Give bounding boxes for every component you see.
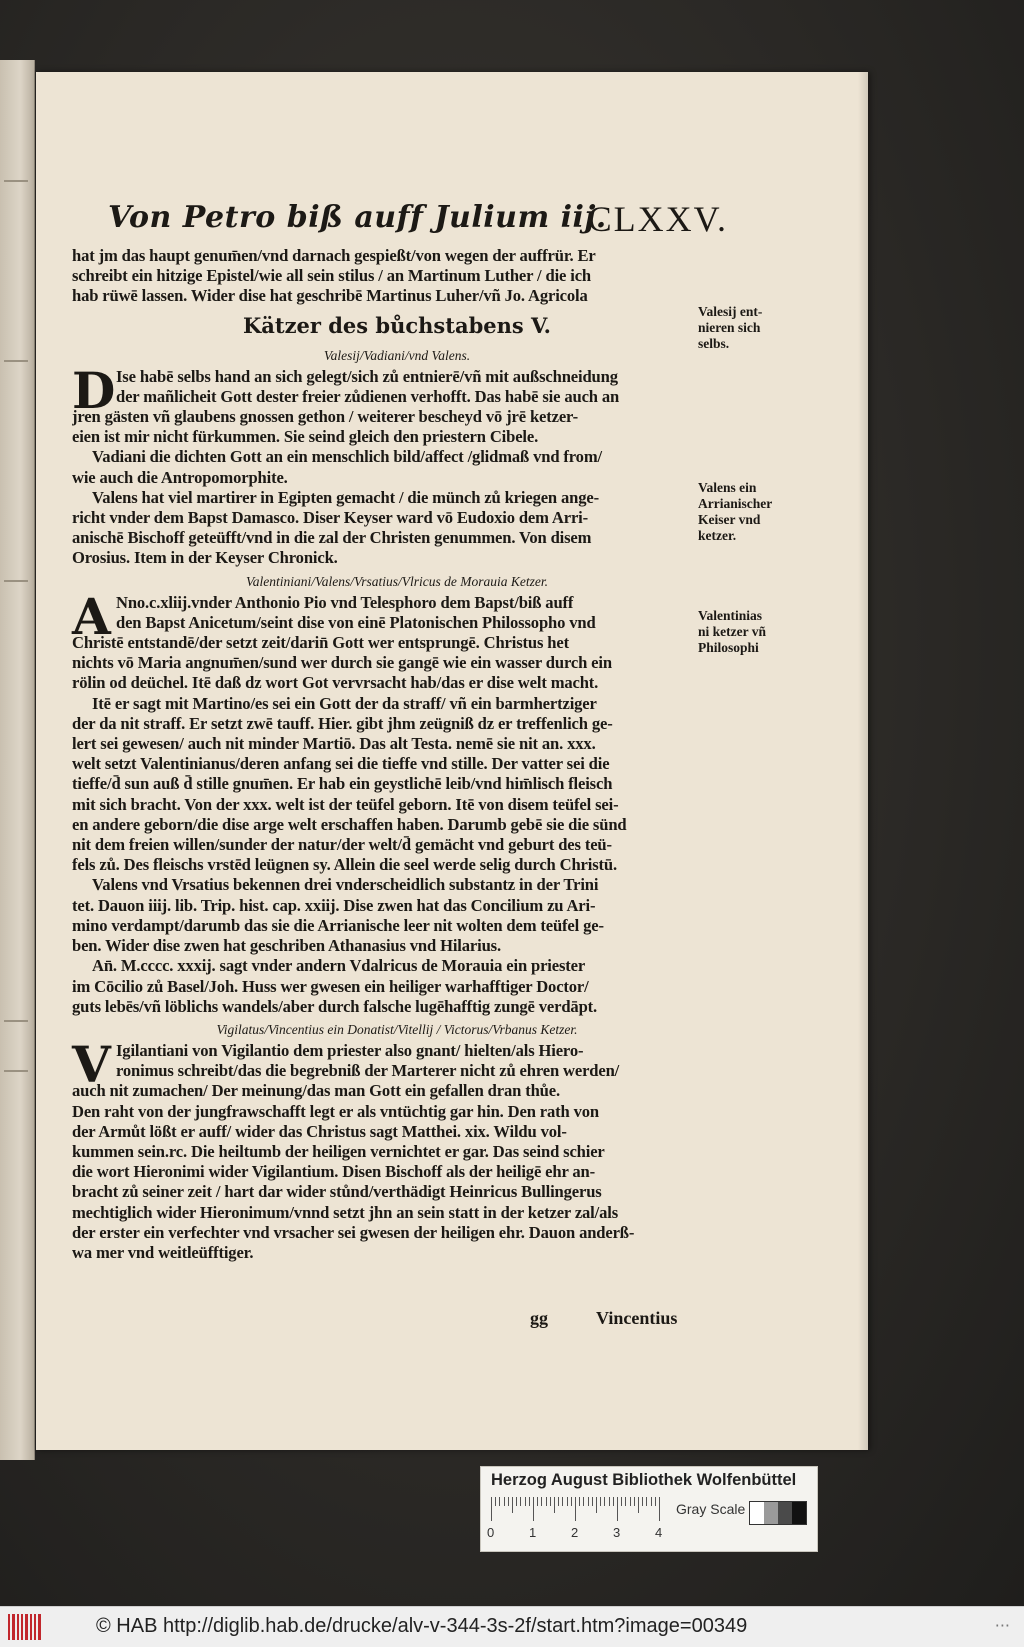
main-text-block — [72, 246, 722, 1263]
marginal-note-valesii: Valesij ent- nieren sich selbs. — [698, 304, 763, 351]
ruler-tick — [533, 1497, 534, 1521]
text-line: An̄. M.cccc. xxxij. sagt vnder andern Vdalricus de Morauia ein priester — [92, 956, 586, 976]
ruler-tick — [659, 1497, 660, 1521]
text-line: kummen sein.rc. Die heiltumb der heiligen vernichtet er gar. Das seind schier — [72, 1141, 605, 1161]
ruler-tick — [604, 1497, 605, 1506]
text-line: tieffe/d̄ sun auß d̄ stille gnum̄en. Er hab ein geystlichē leib/vnd him̄lisch fleisch — [72, 774, 613, 794]
text-line: guts lebēs/vñ löblichs wandels/aber durch falsche lugēhafftig zungē verdāpt. — [72, 996, 598, 1016]
ruler-number: 0 — [487, 1525, 495, 1540]
section-subheading: Valentiniani/Valens/Vrsatius/Vlricus de Morauia Ketzer. — [246, 573, 548, 589]
ruler-tick — [646, 1497, 647, 1506]
text-line: nit dem freien willen/sunder der natur/der welt/d̄ gemächt vnd geburt des teü- — [72, 835, 612, 855]
text-line: Orosius. Item in der Keyser Chronick. — [72, 548, 338, 568]
ruler-tick — [562, 1497, 563, 1506]
hab-logo-icon — [8, 1614, 46, 1640]
text-line: der da nit straff. Er setzt zwē tauff. Hier. gibt jhm zeügniß dz er treffenlich ge- — [72, 713, 613, 733]
page-title: Von Petro biß auff Julium iij. — [108, 200, 607, 235]
ruler-tick — [575, 1497, 576, 1521]
text-line: hab rüwē lassen. Wider dise hat geschribē Martinus Luher/vñ Jo. Agricola — [72, 286, 588, 306]
ruler-tick — [525, 1497, 526, 1506]
text-line: anischē Bischoff geteüfft/vnd in die zal der Christen genummen. Von disem — [72, 528, 592, 548]
text-line: Valens hat viel martirer in Egipten gemacht / die münch zů kriegen ange- — [92, 487, 599, 507]
ruler-tick — [516, 1497, 517, 1506]
ruler-tick — [567, 1497, 568, 1506]
text-line: Den raht von der jungfrawschafft legt er als vntüchtig gar hin. Den rath von — [72, 1101, 599, 1121]
drop-capital: V — [72, 1034, 111, 1094]
text-line: die wort Hieronimi wider Vigilantium. Disen Bischoff als der heiligē ehr an- — [72, 1162, 595, 1182]
text-line: lert sei gewesen/ auch nit minder Martiō. Das alt Testa. nemē sie nit an. xxx. — [72, 734, 596, 754]
ruler-tick — [508, 1497, 509, 1506]
ruler-tick — [541, 1497, 542, 1506]
text-line: nichts vō Maria angnum̄en/sund wer durch sie gangē wie ein wasser durch ein — [72, 653, 612, 673]
text-line: den Bapst Anicetum/seint dise von einē Platonischen Philossopho vnd — [116, 612, 596, 632]
copyright-url[interactable]: © HAB http://diglib.hab.de/drucke/alv-v-344-3s-2f/start.htm?image=00349 — [96, 1615, 748, 1637]
text-line: en andere geborn/die dise arge welt erschaffen haben. Darumb gebē sie die sünd — [72, 814, 627, 834]
ruler-tick — [617, 1497, 618, 1521]
text-line: der erster ein verfechter vnd vrsacher sei gwesen der heiligen ehr. Dauon anderß- — [72, 1222, 635, 1242]
signature-mark: gg — [530, 1308, 548, 1328]
more-options-icon[interactable]: ··· — [994, 1616, 1010, 1635]
status-bar — [0, 1606, 1024, 1647]
ruler-tick — [499, 1497, 500, 1506]
text-line: richt vnder dem Bapst Damasco. Diser Keyser ward vō Eudoxio dem Arri- — [72, 508, 589, 528]
text-line: schreibt ein hitzige Epistel/wie all sein stilus / an Martinum Luther / die ich — [72, 266, 592, 286]
ruler-tick — [596, 1497, 597, 1513]
text-line: rölin od deüchel. Itē daß dz wort Got vervrsacht hab/das er dise welt macht. — [72, 673, 599, 693]
text-line: wie auch die Antropomorphite. — [72, 467, 288, 487]
text-line: tet. Dauon iiij. lib. Trip. hist. cap. xxiij. Dise zwen hat das Concilium zu Ari- — [72, 895, 596, 915]
folio-number: CLXXV. — [587, 199, 728, 239]
ruler-tick — [529, 1497, 530, 1506]
previous-page-edge — [0, 60, 35, 1460]
library-name: Herzog August Bibliothek Wolfenbüttel — [491, 1471, 797, 1489]
ruler-tick — [651, 1497, 652, 1506]
ruler-tick — [512, 1497, 513, 1513]
ruler-tick — [638, 1497, 639, 1513]
text-line: bracht zů seiner zeit / hart dar wider stůnd/verthädigt Heinricus Bullingerus — [72, 1182, 602, 1202]
ruler-number: 2 — [571, 1525, 579, 1540]
text-line: im Cōcilio zů Basel/Joh. Huss wer gwesen ein heiliger warhafftiger Doctor/ — [72, 976, 589, 996]
text-line: eien ist mir nicht fürkummen. Sie seind gleich den priestern Cibele. — [72, 427, 539, 447]
text-line: Itē er sagt mit Martino/es sei ein Gott der da straff/ vñ ein barmhertziger — [92, 693, 597, 713]
text-line: welt setzt Valentinianus/deren anfang sei die tieffe vnd stille. Der vatter sei die — [72, 754, 610, 774]
ruler-tick — [634, 1497, 635, 1506]
section-subheading: Valesij/Vadiani/vnd Valens. — [323, 347, 471, 363]
ruler-tick — [554, 1497, 555, 1513]
text-line: hat jm das haupt genum̄en/vnd darnach gespießt/von wegen der auffrür. Er — [72, 246, 596, 265]
marginal-note-valens: Valens ein Arrianischer Keiser vnd ketzer. — [698, 480, 773, 543]
text-line: mit sich bracht. Von der xxx. welt ist der teüfel geborn. Itē von disem teüfel sei- — [72, 794, 619, 814]
text-line: Christē entstandē/der setzt zeit/darin̄ Gott wer entsprungē. Christus het — [72, 633, 569, 653]
ruler-tick — [642, 1497, 643, 1506]
text-line: auch nit zumachen/ Der meinung/das man Gott ein gefallen dran thůe. — [72, 1081, 560, 1101]
ruler-tick — [546, 1497, 547, 1506]
gray-scale-label: Gray Scale — [676, 1501, 746, 1517]
ruler-number: 3 — [613, 1525, 621, 1540]
text-line: mechtiglich wider Hieronimum/vnnd setzt jhn an sein statt in der ketzer zal/als — [72, 1202, 619, 1222]
marginal-note-valentinian: Valentinias ni ketzer vñ Philosophi — [698, 608, 766, 655]
ruler-tick — [504, 1497, 505, 1506]
text-line: Nno.c.xliij.vnder Anthonio Pio vnd Telesphoro dem Bapst/biß auff — [116, 592, 574, 612]
running-head — [108, 200, 728, 244]
ruler-tick — [495, 1497, 496, 1506]
ruler-tick — [537, 1497, 538, 1506]
ruler-tick — [550, 1497, 551, 1506]
text-line: der mañlicheit Gott dester freier zůdienen verhofft. Das habē sie auch an — [116, 386, 620, 406]
ruler-tick — [609, 1497, 610, 1506]
section-heading: Kätzer des bůchstabens V. — [243, 312, 551, 338]
text-line: jren gästen vñ glaubens gnossen gethon / weiterer bescheyd vō jrē ketzer- — [72, 407, 579, 427]
text-line: Ise habē selbs hand an sich gelegt/sich zů entnierē/vñ mit außschneidung — [116, 366, 618, 386]
ruler-tick — [592, 1497, 593, 1506]
text-line: Valens vnd Vrsatius bekennen drei vnderscheidlich substantz in der Trini — [92, 875, 599, 895]
catchword: Vincentius — [596, 1308, 678, 1328]
ruler-tick — [571, 1497, 572, 1506]
text-line: wa mer vnd weitleüfftiger. — [72, 1242, 254, 1262]
text-line: ben. Wider dise zwen hat geschriben Athanasius vnd Hilarius. — [72, 936, 501, 956]
ruler-numbers — [487, 1525, 677, 1543]
scale-ruler — [491, 1497, 671, 1523]
gray-scale-swatches — [749, 1501, 807, 1525]
library-color-card — [480, 1466, 818, 1552]
ruler-tick — [655, 1497, 656, 1506]
page-footer — [530, 1308, 710, 1334]
text-line: der Armůt lößt er auff/ wider das Christus sagt Matthei. xix. Wildu vol- — [72, 1121, 567, 1141]
ruler-number: 4 — [655, 1525, 663, 1540]
book-page — [36, 72, 868, 1450]
text-line: Igilantiani von Vigilantio dem priester also gnant/ hielten/als Hiero- — [116, 1040, 584, 1060]
ruler-tick — [600, 1497, 601, 1506]
ruler-tick — [579, 1497, 580, 1506]
ruler-tick — [630, 1497, 631, 1506]
text-line: ronimus schreibt/das die begrebniß der Marterer nicht zů ehren werden/ — [116, 1061, 620, 1081]
ruler-tick — [625, 1497, 626, 1506]
drop-capital: D — [72, 360, 116, 420]
ruler-tick — [588, 1497, 589, 1506]
text-line: Vadiani die dichten Gott an ein menschlich bild/affect /glidmaß vnd from/ — [92, 447, 602, 467]
section-subheading: Vigilatus/Vincentius ein Donatist/Vitellij / Victorus/Vrbanus Ketzer. — [216, 1021, 578, 1037]
text-line: fels zů. Des fleischs vrstēd leügnen sy. Allein die seel werde selig durch Christū. — [72, 855, 617, 875]
text-line: mino verdampt/darumb das sie die Arrianische leer nit wolten dem teüfel ge- — [72, 915, 604, 935]
ruler-tick — [613, 1497, 614, 1506]
ruler-tick — [583, 1497, 584, 1506]
ruler-tick — [558, 1497, 559, 1506]
drop-capital: A — [72, 586, 111, 646]
ruler-tick — [491, 1497, 492, 1521]
ruler-tick — [621, 1497, 622, 1506]
ruler-number: 1 — [529, 1525, 537, 1540]
ruler-tick — [520, 1497, 521, 1506]
